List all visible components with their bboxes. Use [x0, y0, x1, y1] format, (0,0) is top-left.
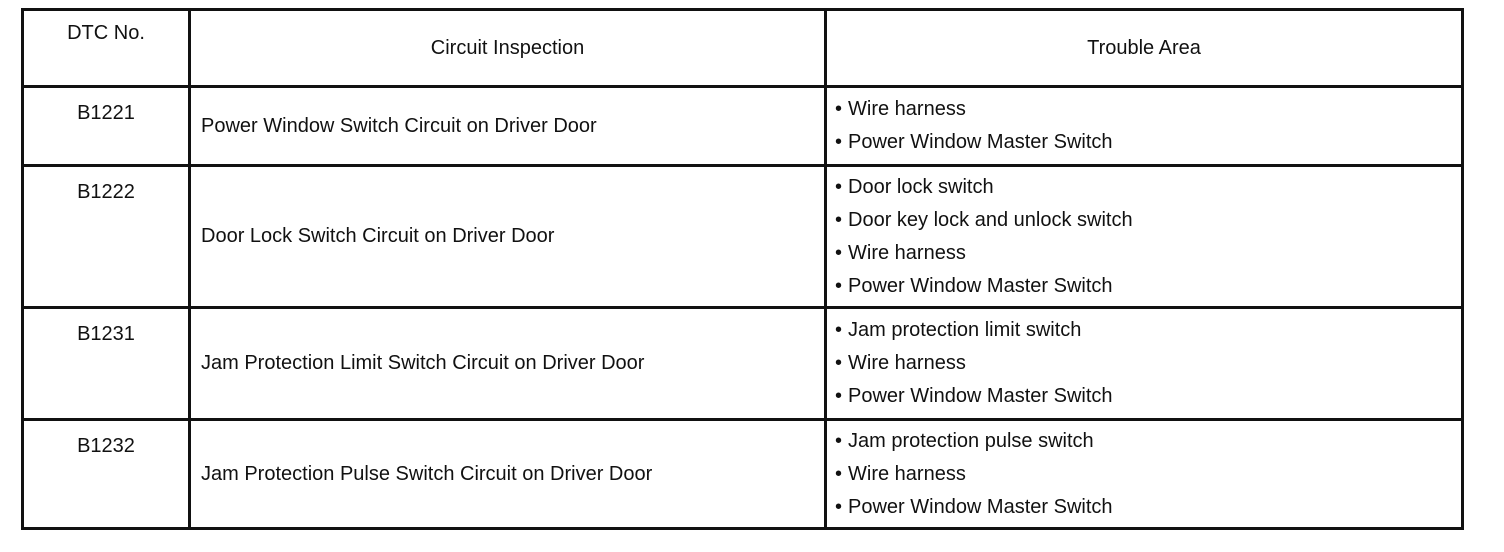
trouble-area-item: • Wire harness	[835, 237, 1461, 270]
bullet-icon: •	[835, 241, 843, 264]
dtc-code-cell: B1221	[23, 87, 190, 166]
bullet-icon: •	[835, 319, 843, 341]
trouble-area-item: • Jam protection limit switch	[835, 314, 1461, 347]
bullet-icon: •	[835, 98, 843, 120]
trouble-area-cell	[826, 87, 1463, 166]
bullet-icon: •	[835, 495, 843, 518]
header-dtc-no: DTC No.	[23, 10, 190, 87]
bullet-icon: •	[835, 208, 843, 231]
circuit-inspection-cell: Power Window Switch Circuit on Driver Door	[190, 87, 826, 166]
bullet-icon: •	[835, 175, 843, 198]
dtc-code-cell: B1222	[23, 166, 190, 308]
bullet-icon: •	[835, 385, 843, 407]
dtc-code-cell: B1232	[23, 420, 190, 529]
bullet-icon: •	[835, 352, 843, 374]
trouble-area-item: • Door lock switch	[835, 171, 1461, 204]
trouble-area-item: • Power Window Master Switch	[835, 380, 1461, 413]
trouble-area-cell	[826, 420, 1463, 529]
table-row	[23, 166, 1463, 308]
header-trouble-area: Trouble Area	[826, 10, 1463, 87]
circuit-inspection-cell: Jam Protection Limit Switch Circuit on Driver Door	[190, 308, 826, 420]
trouble-area-item: • Door key lock and unlock switch	[835, 204, 1461, 237]
bullet-icon: •	[835, 131, 843, 153]
trouble-area-item: • Power Window Master Switch	[835, 126, 1461, 159]
bullet-icon: •	[835, 274, 843, 297]
bullet-icon: •	[835, 429, 843, 452]
trouble-area-item: • Wire harness	[835, 347, 1461, 380]
header-circuit-inspection: Circuit Inspection	[190, 10, 826, 87]
trouble-area-item: • Wire harness	[835, 458, 1461, 491]
trouble-area-cell	[826, 308, 1463, 420]
trouble-area-item: • Power Window Master Switch	[835, 491, 1461, 524]
table-row	[23, 87, 1463, 166]
table-header-row	[23, 10, 1463, 87]
table-row	[23, 420, 1463, 529]
trouble-area-item: • Power Window Master Switch	[835, 270, 1461, 303]
circuit-inspection-cell: Jam Protection Pulse Switch Circuit on Driver Door	[190, 420, 826, 529]
circuit-inspection-cell: Door Lock Switch Circuit on Driver Door	[190, 166, 826, 308]
dtc-table	[21, 8, 1464, 530]
trouble-area-item: • Jam protection pulse switch	[835, 425, 1461, 458]
table-row	[23, 308, 1463, 420]
dtc-code-cell: B1231	[23, 308, 190, 420]
trouble-area-cell	[826, 166, 1463, 308]
bullet-icon: •	[835, 462, 843, 485]
trouble-area-item: • Wire harness	[835, 93, 1461, 126]
